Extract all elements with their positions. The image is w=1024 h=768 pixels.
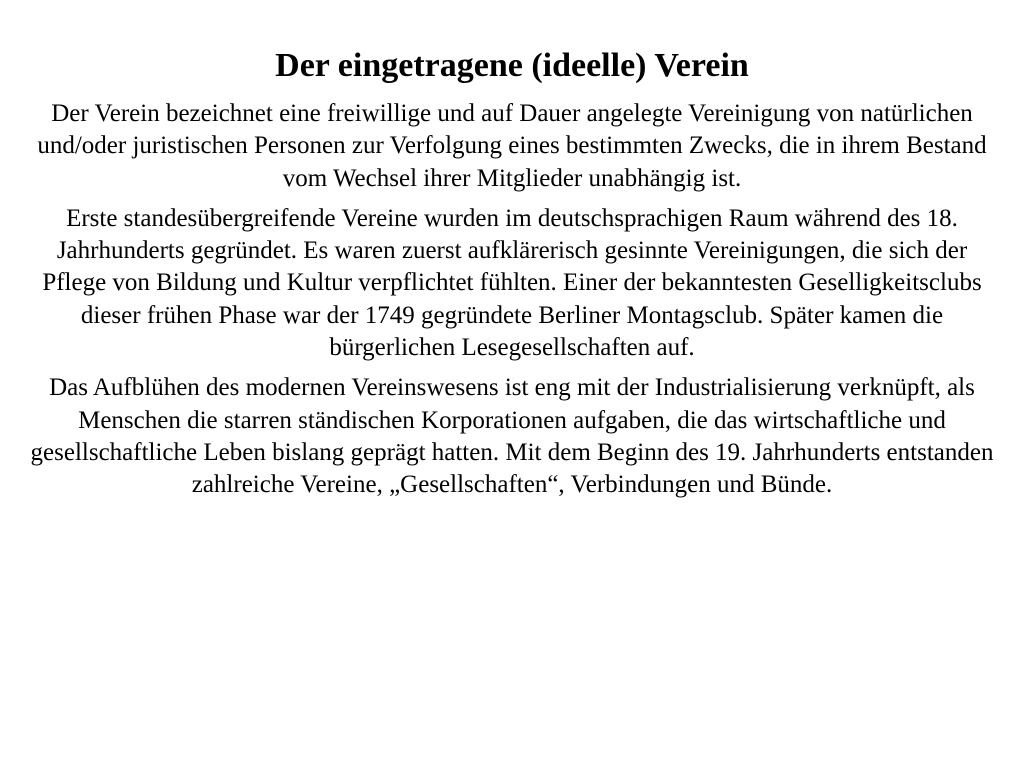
paragraph-definition: Der Verein bezeichnet eine freiwillige und auf Dauer angelegte Vereinigung von natürlichen und/oder juristischen Personen zur Verfolgung eines bestimmten Zwecks, die in ihrem Bestand vom Wechsel ihrer Mitglieder unabhängig ist. [37,100,987,192]
paragraph-industrialization: Das Aufblühen des modernen Vereinswesens ist eng mit der Industrialisierung verknüpft, als Menschen die starren ständischen Korporationen aufgaben, die das wirtschaftliche und gesellschaftliche Leben bislang geprägt hatten. Mit dem Beginn des 19. Jahrhunderts entstanden zahlreiche Vereine, „Gesellschaften“, Verbindungen und Bünde. [30,374,994,499]
slide-title: Der eingetragene (ideelle) Verein [275,47,749,84]
paragraph-history-18th-century: Erste standesübergreifende Vereine wurden im deutschsprachigen Raum während des 18. Jahrhunderts gegründet. Es waren zuerst aufklärerisch gesinnte Vereinigungen, die sich der Pflege von Bildung und Kultur verpflichtet fühlten. Einer der bekanntesten Geselligkeitsclubs dieser frühen Phase war der 1749 gegründete Berliner Montagsclub. Später kamen die bürgerlichen Lesegesellschaften auf. [42,204,982,362]
